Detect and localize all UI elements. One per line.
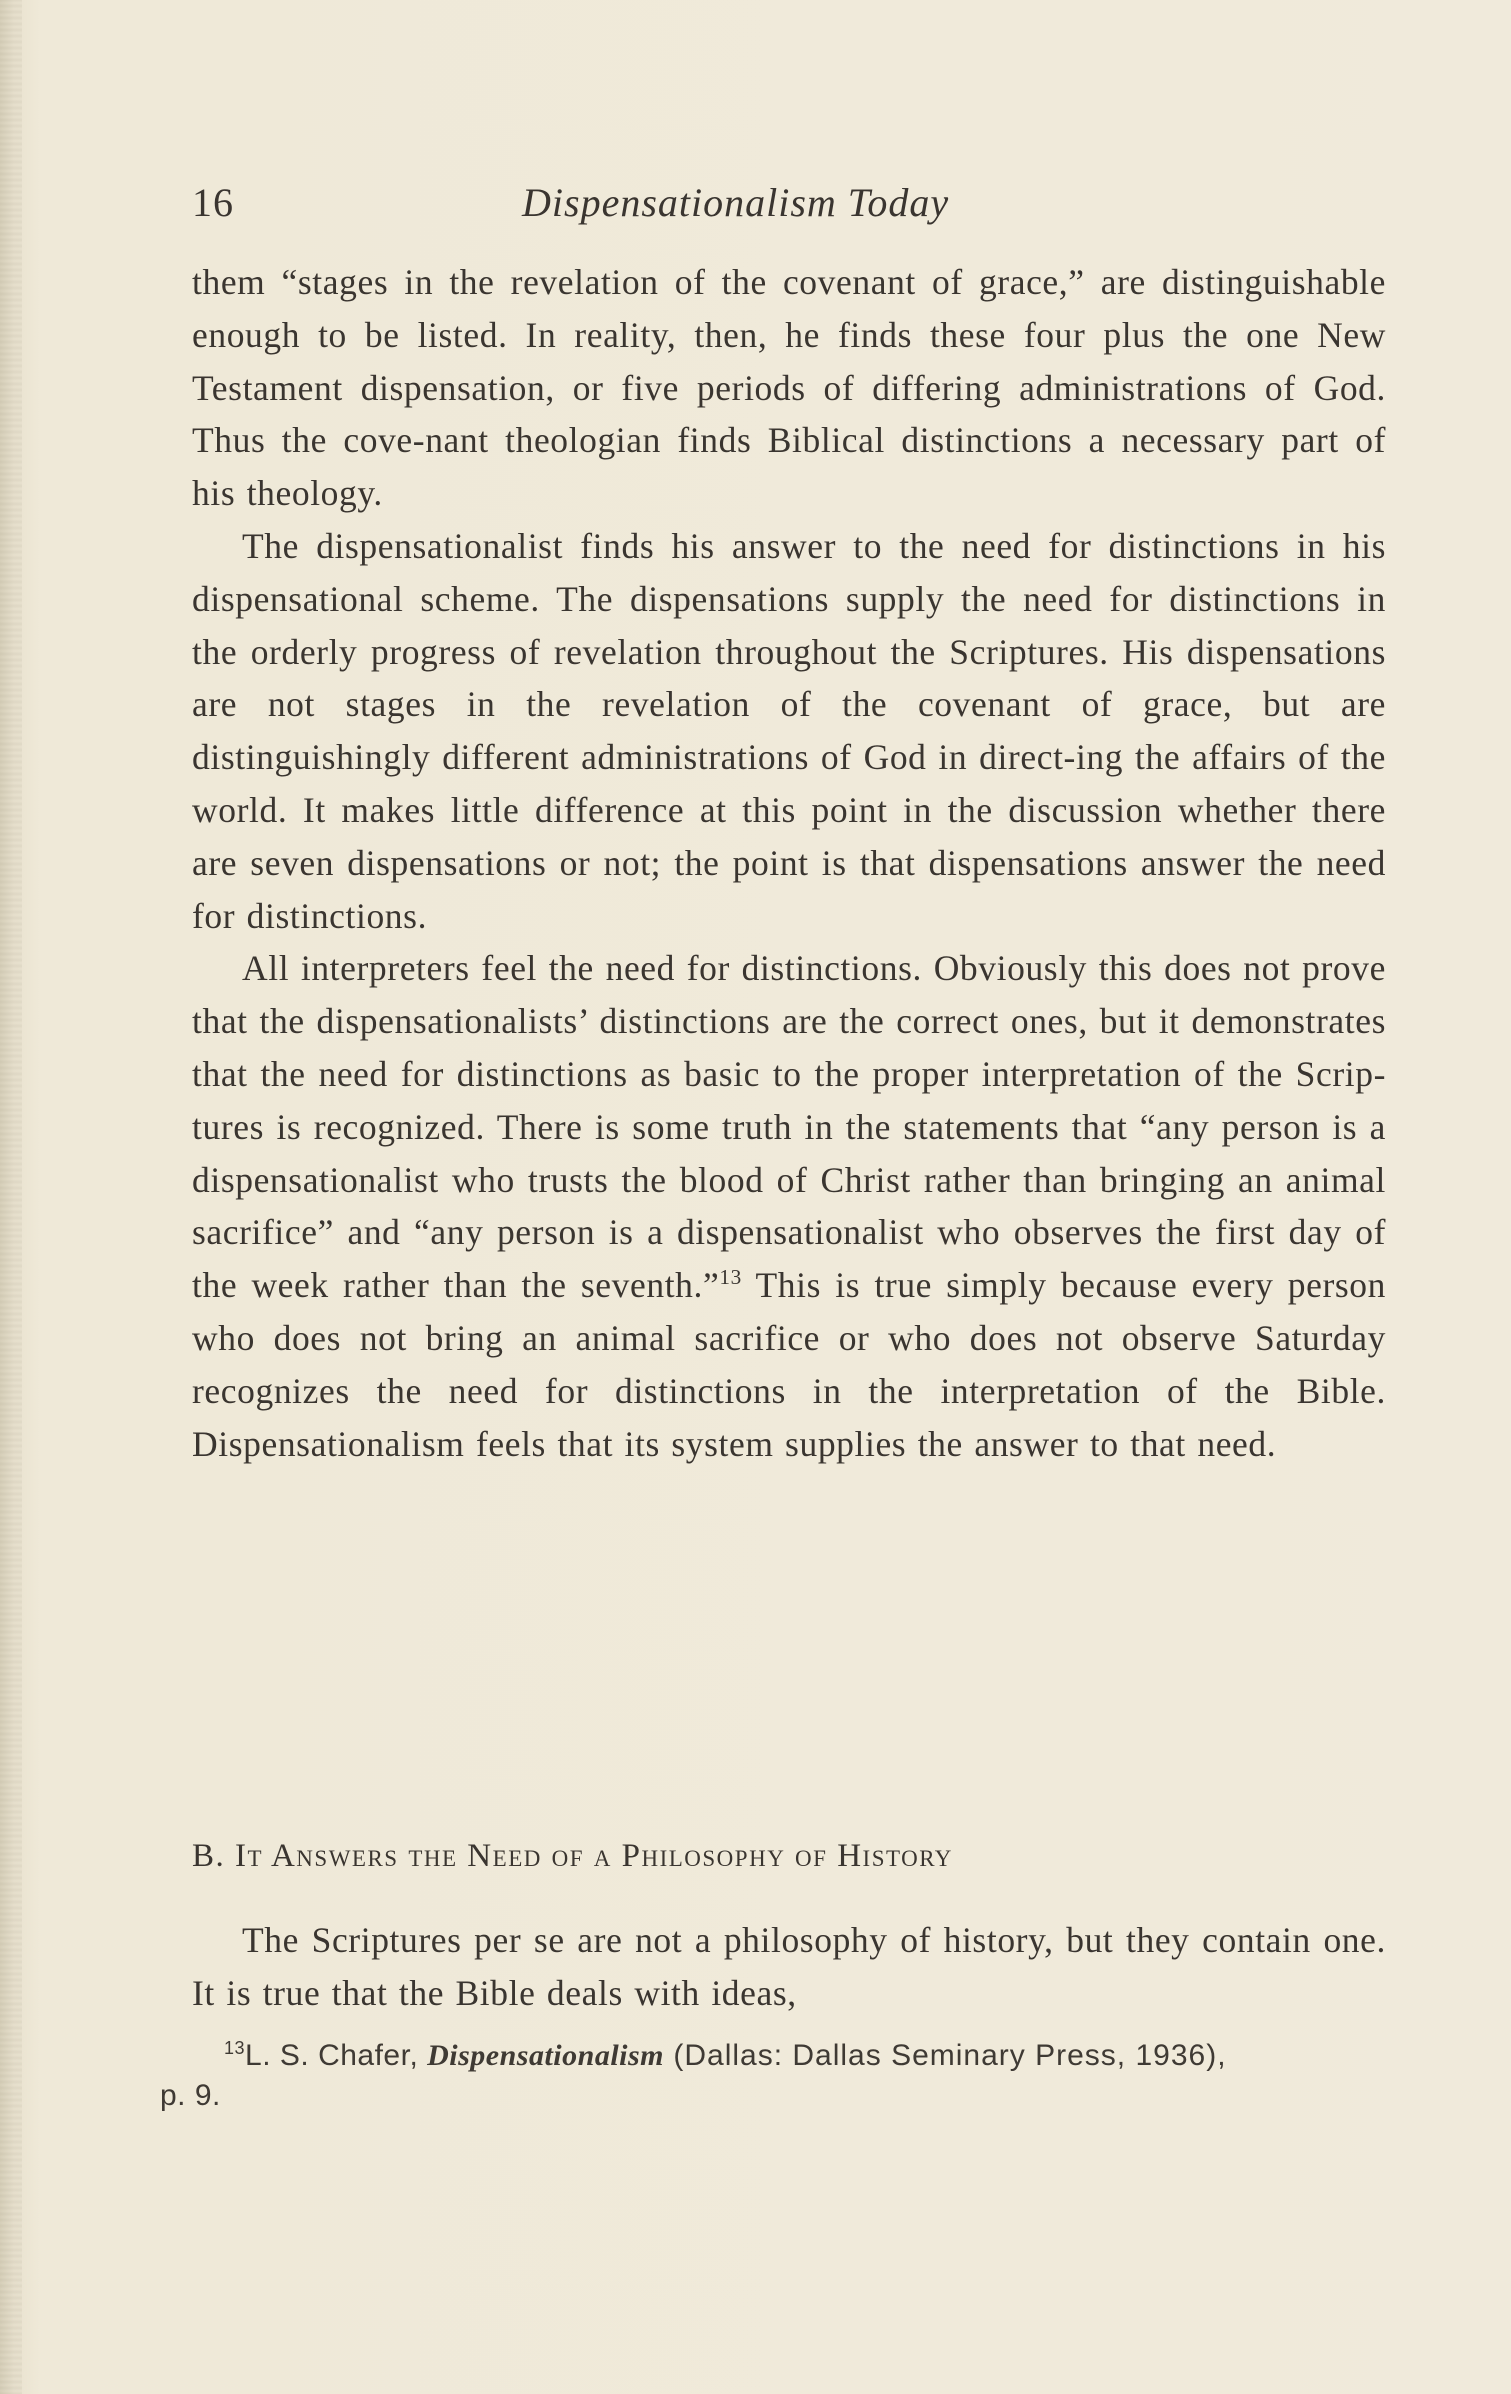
page-number: 16 (192, 180, 234, 225)
paragraph-1: them “stages in the revelation of the covenant of grace,” are distinguishable enough to be listed. In reality, then, he finds these four plus the one New Testament dispensation, or five periods of differing administrations of God. Thus the cove-nant theologian finds Biblical distinctions a necessary part of his theology. (192, 262, 1386, 514)
paragraph-3-text: All interpreters feel the need for distinctions. Obviously this does not prove that the dispensationalists’ distinctions are the correct ones, but it demonstrates that the need for distinctions as basic to the proper interpretation of the Scrip-tures is recognized. There is some truth in the statements that “any person is a dispensationalist who trusts the blood of Christ rather than bringing an animal sacrifice” and “any person is a dispensationalist who observes the first day of the week rather than the seventh.” (192, 948, 1386, 1306)
paragraph-3 (192, 942, 1386, 1470)
paragraph-4: The Scriptures per se are not a philosophy of history, but they contain one. It is true that the Bible deals with ideas, (192, 1920, 1386, 2013)
footnote (160, 2036, 1386, 2116)
footnote-marker: 13 (224, 2038, 246, 2058)
body-text (192, 256, 1386, 1470)
section-body (192, 1914, 1386, 2020)
footnote-publication: (Dallas: Dallas Seminary Press, 1936), (664, 2039, 1227, 2072)
section-heading: B. It Answers the Need of a Philosophy of History (192, 1838, 953, 1874)
footnote-page: p. 9. (160, 2079, 221, 2112)
paragraph-2: The dispensationalist finds his answer to the need for distinctions in his dispensational scheme. The dispensations supply the need for distinctions in the orderly progress of revelation throughout the Scriptures. His dispensations are not stages in the revelation of the covenant of grace, but are distinguishingly different administrations of God in direct-ing the affairs of the world. It makes little difference at this point in the discussion whether there are seven dispensations or not; the point is that dispensations answer the need for distinctions. (192, 525, 1386, 936)
running-head: Dispensationalism Today (522, 180, 950, 225)
footnote-title: Dispensationalism (427, 2039, 665, 2072)
page-gutter (0, 0, 22, 2394)
paragraph-3-tail: This is true simply because every person who does not bring an animal sacrifice or who does not observe Saturday recognizes the need for distinctions in the interpretation of the Bible. Dispensationalism feels that its system supplies the answer to that need. (192, 1265, 1386, 1464)
footnote-author: L. S. Chafer, (245, 2039, 428, 2072)
page-header (192, 178, 1386, 228)
footnote-reference: 13 (719, 1265, 742, 1290)
